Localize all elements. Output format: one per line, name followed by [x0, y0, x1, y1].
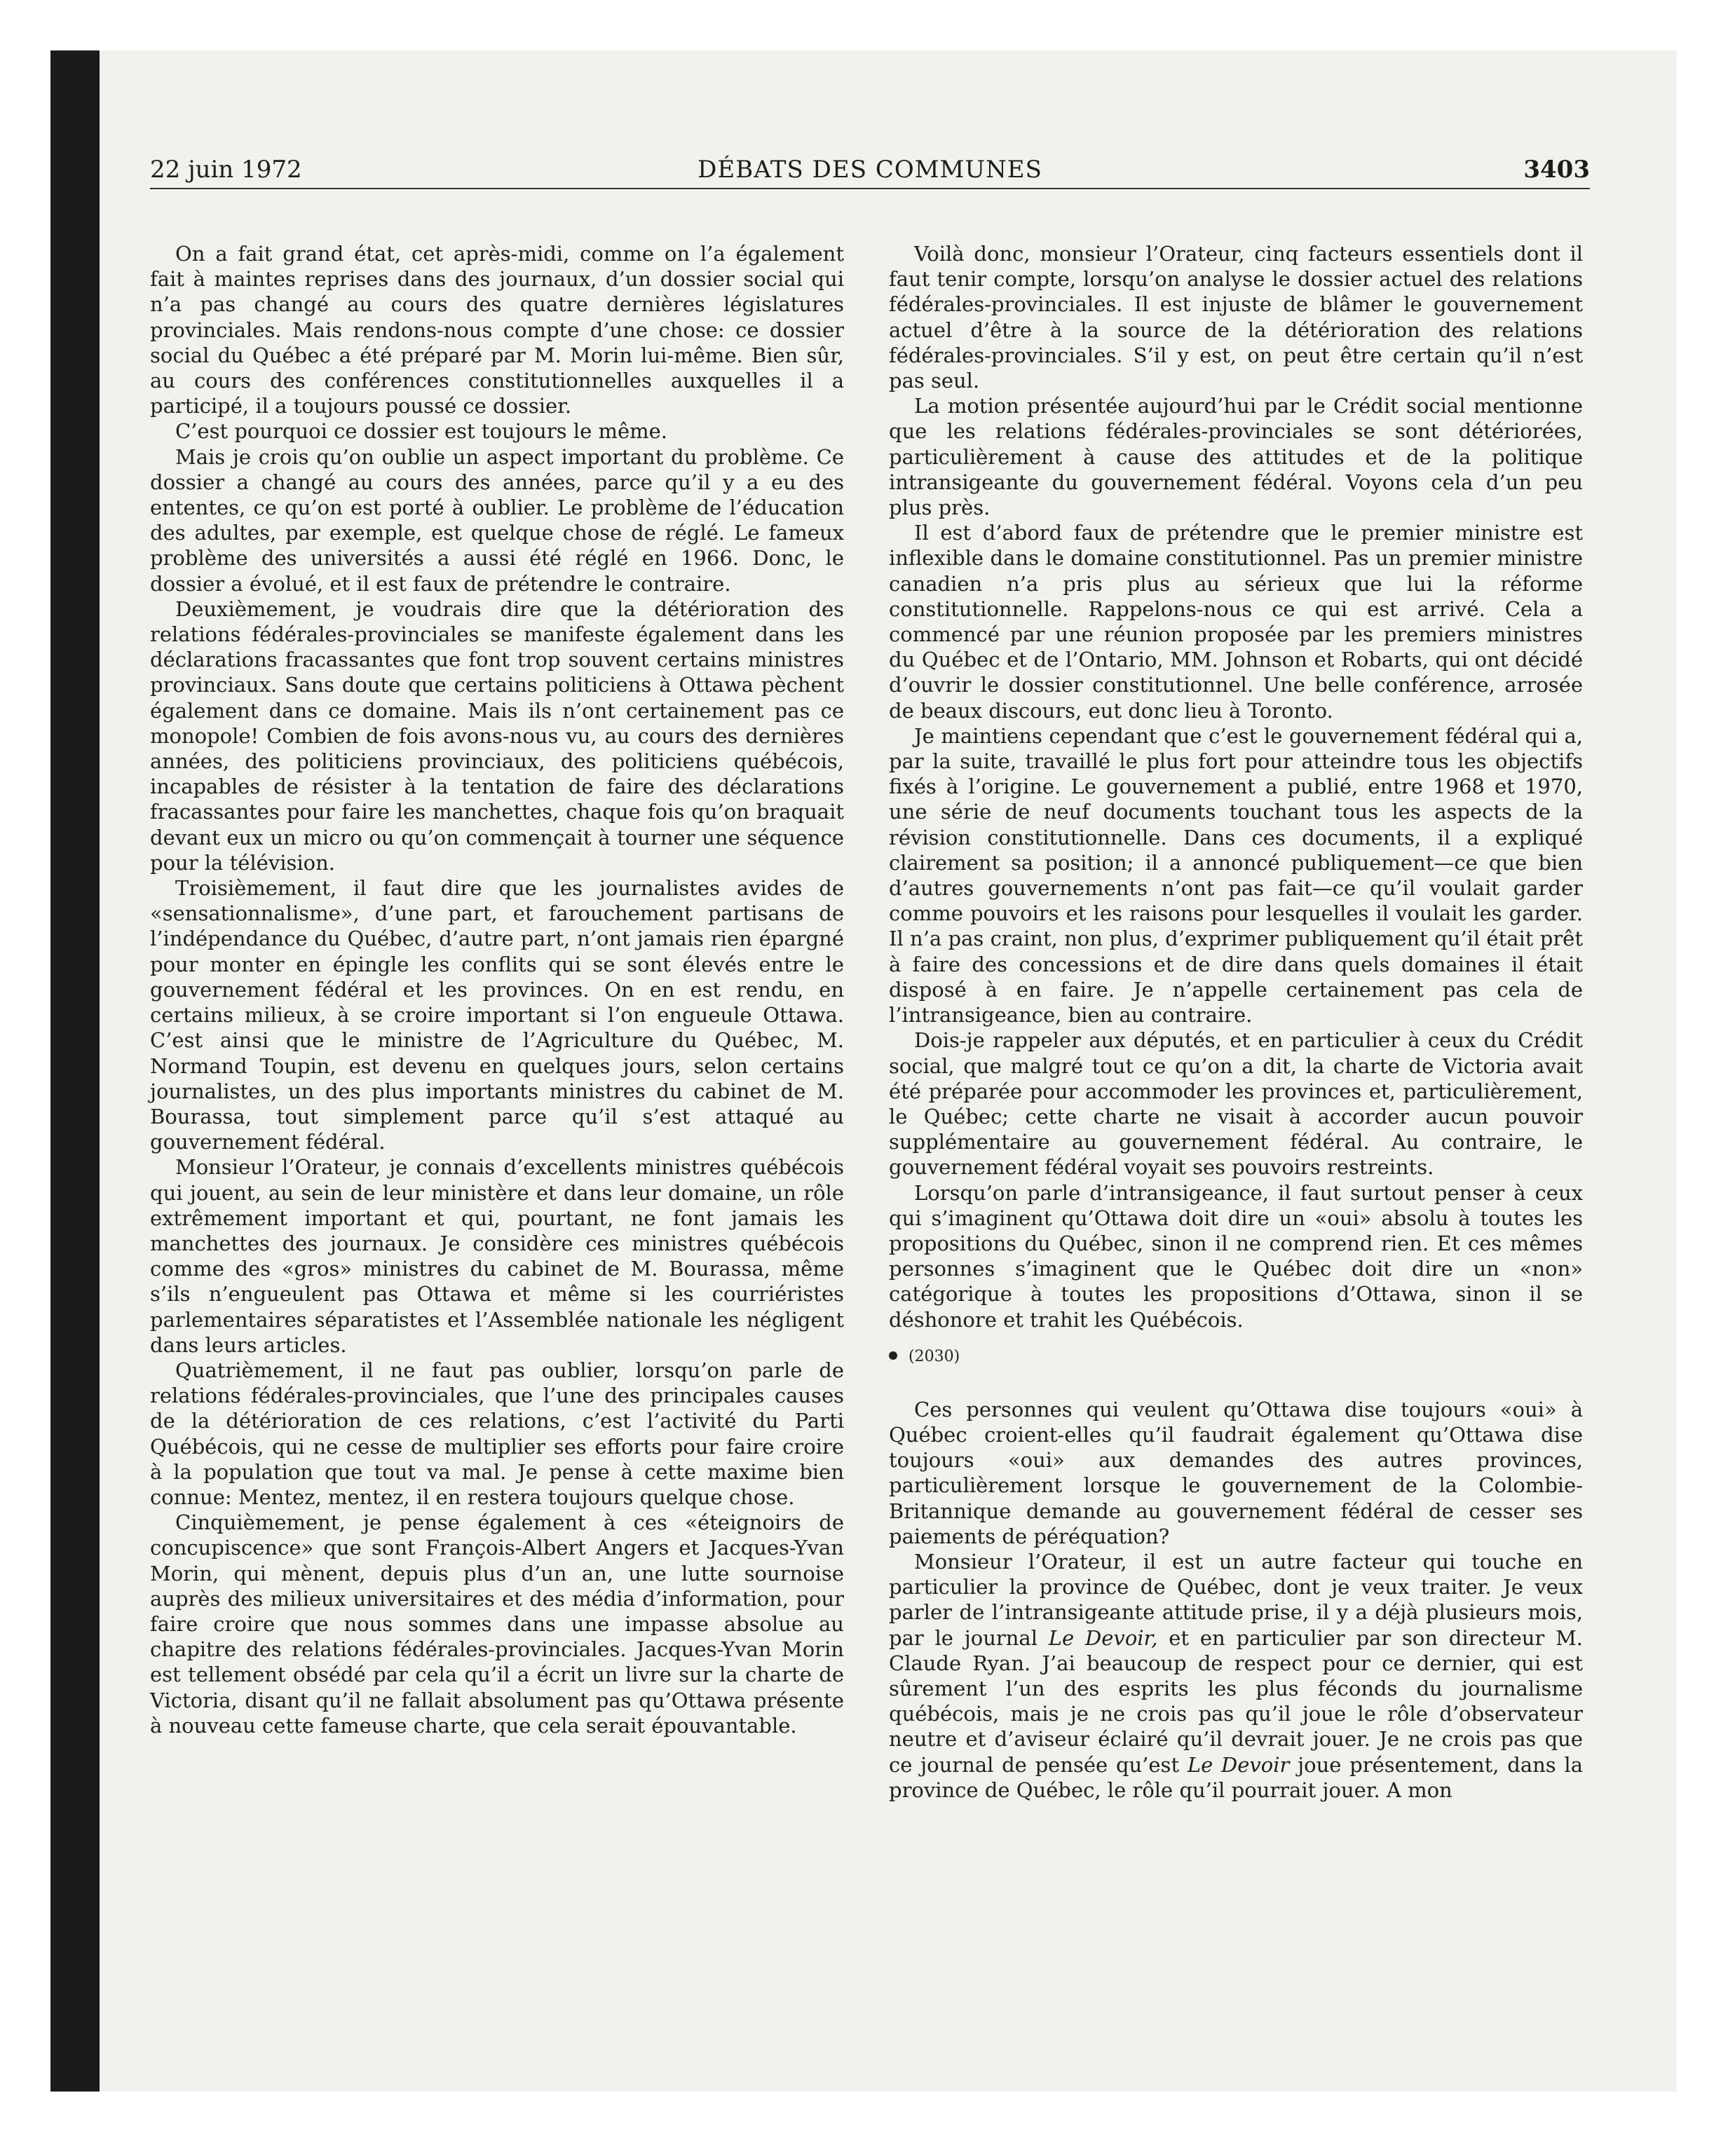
newspaper-title: Le Devoir	[1187, 1752, 1290, 1777]
header-title: DÉBATS DES COMMUNES	[698, 156, 1042, 184]
time-marker-text: (2030)	[909, 1347, 960, 1365]
paragraph: On a fait grand état, cet après-midi, comme on l’a également fait à maintes reprises dans des journaux, d’un dossier social qui n’a pas changé au cours des quatre dernières législatures provinciales. Mais rendons-nous compte d’une chose: ce dossier social du Québec a été préparé par M. Morin lui-même. Bien sûr, au cours des conférences constitutionnelles auxquelles il a participé, il a toujours poussé ce dossier.	[150, 242, 844, 418]
newspaper-title: Le Devoir,	[1048, 1625, 1158, 1650]
paragraph: Deuxièmement, je voudrais dire que la détérioration des relations fédérales-provinciales se manifeste également dans les déclarations fracassantes que font trop souvent certains ministres provinciaux. Sans doute que certains politiciens à Ottawa pèchent également dans ce domaine. Mais ils n’ont certainement pas ce monopole! Combien de fois avons-nous vu, au cours des dernières années, des politiciens provinciaux, des politiciens québécois, incapables de résister à la tentation de faire des déclarations fracassantes pour faire les manchettes, chaque fois qu’on braquait devant eux un micro ou qu’on commençait à tourner une séquence pour la télévision.	[150, 596, 844, 875]
paragraph: Il est d’abord faux de prétendre que le premier ministre est inflexible dans le domaine constitutionnel. Pas un premier ministre canadien n’a pris plus au sérieux que lui la réforme constitutionnelle. Rappelons-nous ce qui est arrivé. Cela a commencé par une réunion proposée par les premiers ministres du Québec et de l’Ontario, MM. Johnson et Robarts, qui ont décidé d’ouvrir le dossier constitutionnel. Une belle conférence, arrosée de beaux discours, eut donc lieu à Toronto.	[889, 521, 1583, 723]
paragraph: C’est pourquoi ce dossier est toujours le même.	[175, 419, 668, 444]
paragraph: Voilà donc, monsieur l’Orateur, cinq facteurs essentiels dont il faut tenir compte, lorsqu’on analyse le dossier actuel des relations fédérales-provinciales. Il est injuste de blâmer le gouvernement actuel d’être à la source de la détérioration des relations fédérales-provinciales. S’il y est, on peut être certain qu’il n’est pas seul.	[889, 242, 1583, 393]
paragraph: Monsieur l’Orateur, je connais d’excellents ministres québécois qui jouent, au sein de leur ministère et dans leur domaine, un rôle extrêmement important et qui, pourtant, ne font jamais les manchettes des journaux. Je considère ces ministres québécois comme des «gros» ministres du cabinet de M. Bourassa, même s’ils n’engueulent pas Ottawa et même si les courriéristes parlementaires séparatistes et l’Assemblée nationale les négligent dans leurs articles.	[150, 1155, 844, 1357]
header-page-number: 3403	[1523, 156, 1590, 184]
bullet-icon	[889, 1351, 897, 1360]
paragraph: Dois-je rappeler aux députés, et en particulier à ceux du Crédit social, que malgré tout ce qu’on a dit, la charte de Victoria avait été préparée pour accommoder les provinces et, particulièrement, le Québec; cette charte ne visait à accorder aucun pouvoir supplémentaire au gouvernement fédéral. Au contraire, le gouvernement fédéral voyait ses pouvoirs restreints.	[889, 1028, 1583, 1180]
header-date: 22 juin 1972	[150, 156, 302, 184]
paragraph: Quatrièmement, il ne faut pas oublier, lorsqu’on parle de relations fédérales-provinciales, que l’une des principales causes de la détérioration de ces relations, c’est l’activité du Parti Québécois, qui ne cesse de multiplier ses efforts pour faire croire à la population que tout va mal. Je pense à cette maxime bien connue: Mentez, mentez, il en restera toujours quelque chose.	[150, 1358, 844, 1509]
page-header	[150, 154, 1590, 189]
paragraph: Mais je crois qu’on oublie un aspect important du problème. Ce dossier a changé au cours des années, parce qu’il y a eu des ententes, ce qu’on est porté à oublier. Le problème de l’éducation des adultes, par exemple, est quelque chose de réglé. Le fameux problème des universités a aussi été réglé en 1966. Donc, le dossier a évolué, et il est faux de prétendre le contraire.	[150, 444, 844, 596]
paragraph: Cinquièmement, je pense également à ces «éteignoirs de concupiscence» que sont François-Albert Angers et Jacques-Yvan Morin, qui mènent, depuis plus d’un an, une lutte sournoise auprès des milieux universitaires et des média d’information, pour faire croire que nous sommes dans une impasse absolue au chapitre des relations fédérales-provinciales. Jacques-Yvan Morin est tellement obsédé par cela qu’il a écrit un livre sur la charte de Victoria, disant qu’il ne fallait absolument pas qu’Ottawa présente à nouveau cette fameuse charte, que cela serait épouvantable.	[150, 1510, 844, 1738]
text-run: Monsieur l’Orateur, il est un autre facteur qui touche en particulier la province de Québec, dont je veux traiter. Je veux parler de l’intransigeante attitude prise, il y a déjà plusieurs mois, par le journal	[889, 1549, 1583, 1650]
right-column	[889, 241, 1583, 1803]
text-run: et en particulier par son directeur M. Claude Ryan. J’ai beaucoup de respect pour ce dernier, qui est sûrement l’un des esprits les plus féconds du journalisme québécois, mais je ne crois pas qu’il joue le rôle d’observateur neutre et d’aviseur éclairé qu’il devrait jouer. Je ne crois pas que ce journal de pensée qu’est	[889, 1625, 1583, 1777]
paragraph: Lorsqu’on parle d’intransigeance, il faut surtout penser à ceux qui s’imaginent qu’Ottawa doit dire un «oui» absolu à toutes les propositions du Québec, sinon il ne comprend rien. Et ces mêmes personnes s’imaginent que le Québec doit dire un «non» catégorique à toutes les propositions d’Ottawa, sinon il se déshonore et trahit les Québécois.	[889, 1180, 1583, 1332]
paragraph	[889, 1549, 1583, 1803]
paragraph: Ces personnes qui veulent qu’Ottawa dise toujours «oui» à Québec croient-elles qu’il faudrait également qu’Ottawa dise toujours «oui» aux demandes des autres provinces, particulièrement lorsque le gouvernement de la Colombie-Britannique demande au gouvernement fédéral de cesser ses paiements de péréquation?	[889, 1397, 1583, 1548]
paragraph: Je maintiens cependant que c’est le gouvernement fédéral qui a, par la suite, travaillé le plus fort pour atteindre tous les objectifs fixés à l’origine. Le gouvernement a publié, entre 1968 et 1970, une série de neuf documents touchant tous les aspects de la révision constitutionnelle. Dans ces documents, il a expliqué clairement sa position; il a annoncé publiquement—ce que bien d’autres gouvernements n’ont pas fait—ce qu’il voulait garder comme pouvoirs et les raisons pour lesquelles il voulait les garder. Il n’a pas craint, non plus, d’exprimer publiquement qu’il était prêt à faire des concessions et de dire dans quels domaines il était disposé à en faire. Je n’appelle certainement pas cela de l’intransigeance, bien au contraire.	[889, 723, 1583, 1028]
paragraph: Troisièmement, il faut dire que les journalistes avides de «sensationnalisme», d’une part, et farouchement partisans de l’indépendance du Québec, d’autre part, n’ont jamais rien épargné pour monter en épingle les conflits qui se sont élevés entre le gouvernement fédéral et les provinces. On en est rendu, en certains milieux, à se croire important si l’on engueule Ottawa. C’est ainsi que le ministre de l’Agriculture du Québec, M. Normand Toupin, est devenu en quelques jours, selon certains journalistes, un des plus importants ministres du cabinet de M. Bourassa, tout simplement parce qu’il s’est attaqué au gouvernement fédéral.	[150, 876, 844, 1154]
paragraph: La motion présentée aujourd’hui par le Crédit social mentionne que les relations fédérales-provinciales se sont détériorées, particulièrement à cause des attitudes et de la politique intransigeante du gouvernement fédéral. Voyons cela d’un peu plus près.	[889, 394, 1583, 520]
left-column	[150, 241, 844, 1738]
text-run: joue présentement, dans la province de Québec, le rôle qu’il pourrait jouer. A mon	[889, 1752, 1583, 1802]
time-marker	[889, 1346, 1583, 1367]
